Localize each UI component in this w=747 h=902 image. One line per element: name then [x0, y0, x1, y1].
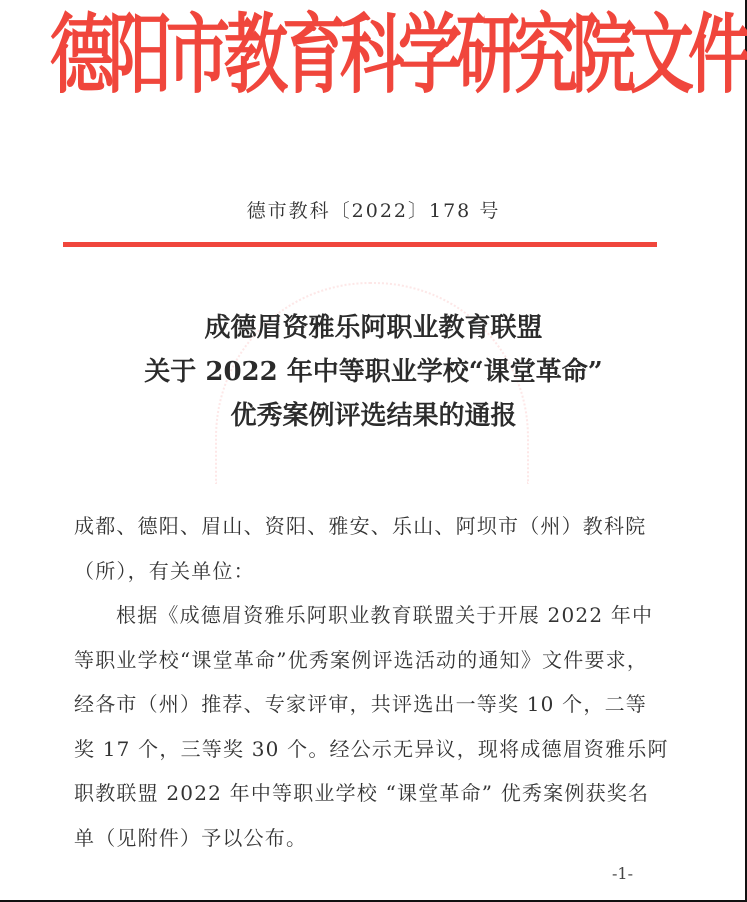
notice-title-line-2: 关于 2022 年中等职业学校“课堂革命” — [144, 357, 603, 387]
red-divider-rule — [63, 242, 657, 247]
notice-title-line-3: 优秀案例评选结果的通报 — [230, 401, 517, 431]
document-number: 德市教科〔2022〕178 号 — [246, 200, 501, 222]
notice-title — [0, 306, 747, 438]
body-paragraph-line-4: 奖 17 个，三等奖 30 个。经公示无异议，现将成德眉资雅乐阿 — [74, 736, 669, 761]
page-number: -1- — [612, 864, 633, 883]
notice-title-line-1: 成德眉资雅乐阿职业教育联盟 — [204, 313, 543, 343]
body-paragraph-line-2: 等职业学校“课堂革命”优秀案例评选活动的通知》文件要求， — [74, 647, 649, 672]
document-body — [74, 504, 674, 860]
body-paragraph-line-6: 单（见附件）予以公布。 — [74, 825, 308, 850]
body-paragraph-line-1: 根据《成德眉资雅乐阿职业教育联盟关于开展 2022 年中 — [116, 603, 654, 627]
salutation-line-1: 成都、德阳、眉山、资阳、雅安、乐山、阿坝市（州）教科院 — [74, 514, 647, 538]
salutation-line-2: （所），有关单位： — [74, 558, 255, 583]
body-paragraph-line-3: 经各市（州）推荐、专家评审，共评选出一等奖 10 个，二等 — [74, 692, 647, 716]
body-paragraph-line-5: 职教联盟 2022 年中等职业学校 “课堂革命” 优秀案例获奖名 — [74, 781, 650, 805]
document-header-title: 德阳市教育科学研究院文件 — [50, 6, 746, 106]
